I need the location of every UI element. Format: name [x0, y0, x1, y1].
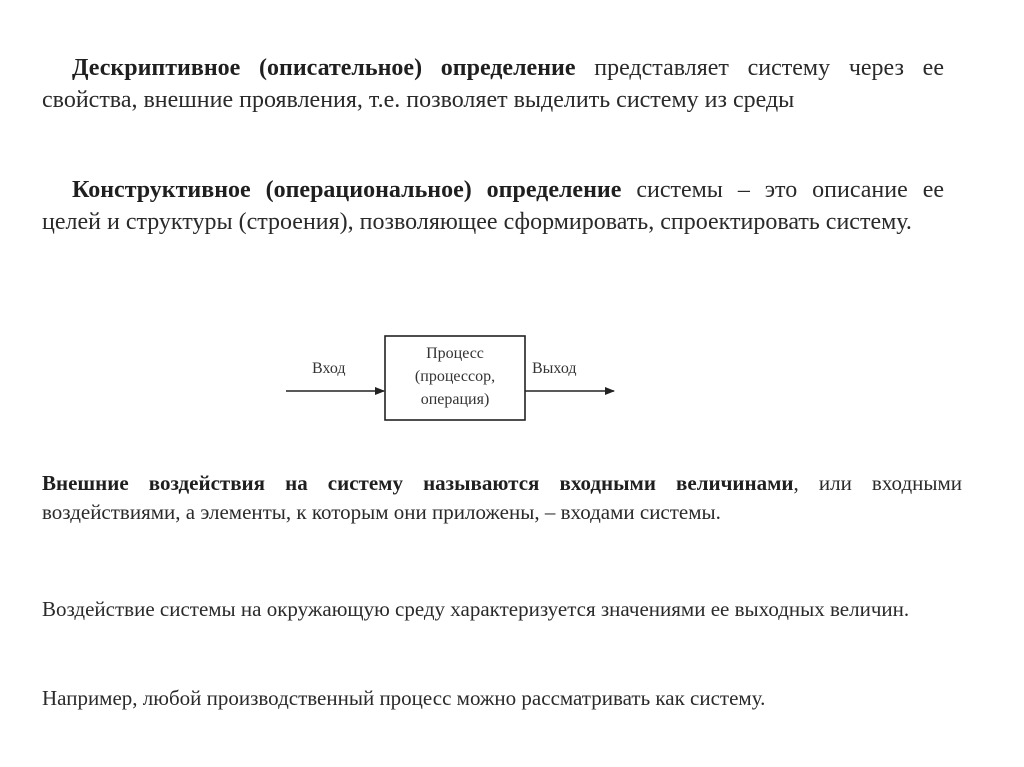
example-paragraph: Например, любой производственный процесс можно рассматривать как систему. [42, 686, 766, 710]
input-quantities-term: Внешние воздействия на систему называются входными величинами [42, 471, 794, 495]
constructive-definition-term: Конструктивное (операциональное) определение [72, 177, 622, 203]
input-label: Вход [312, 360, 346, 377]
process-label-line-1: Процесс [426, 345, 484, 362]
constructive-definition-text: системы – это описание ее целей и структуры (строения), позволяющее сформировать, спроектировать систему. [42, 177, 944, 235]
process-label-line-2: (процессор, [414, 368, 496, 385]
process-label-line-3: операция) [420, 391, 490, 408]
constructive-definition-paragraph [42, 174, 944, 238]
output-quantities-paragraph: Воздействие системы на окружающую среду характеризуется значениями ее выходных величин. [42, 597, 910, 621]
descriptive-definition-term: Дескриптивное (описательное) определение [72, 55, 576, 81]
external-influences-text: , или входными воздействиями, а элементы, к которым они приложены, – входами системы. [42, 471, 962, 524]
output-label: Выход [532, 360, 577, 377]
external-influences-paragraph [42, 469, 962, 527]
descriptive-definition-paragraph [42, 52, 944, 116]
process-diagram [280, 326, 620, 426]
descriptive-definition-text: представляет систему через ее свойства, внешние проявления, т.е. позволяет выделить систему из среды [42, 55, 944, 113]
